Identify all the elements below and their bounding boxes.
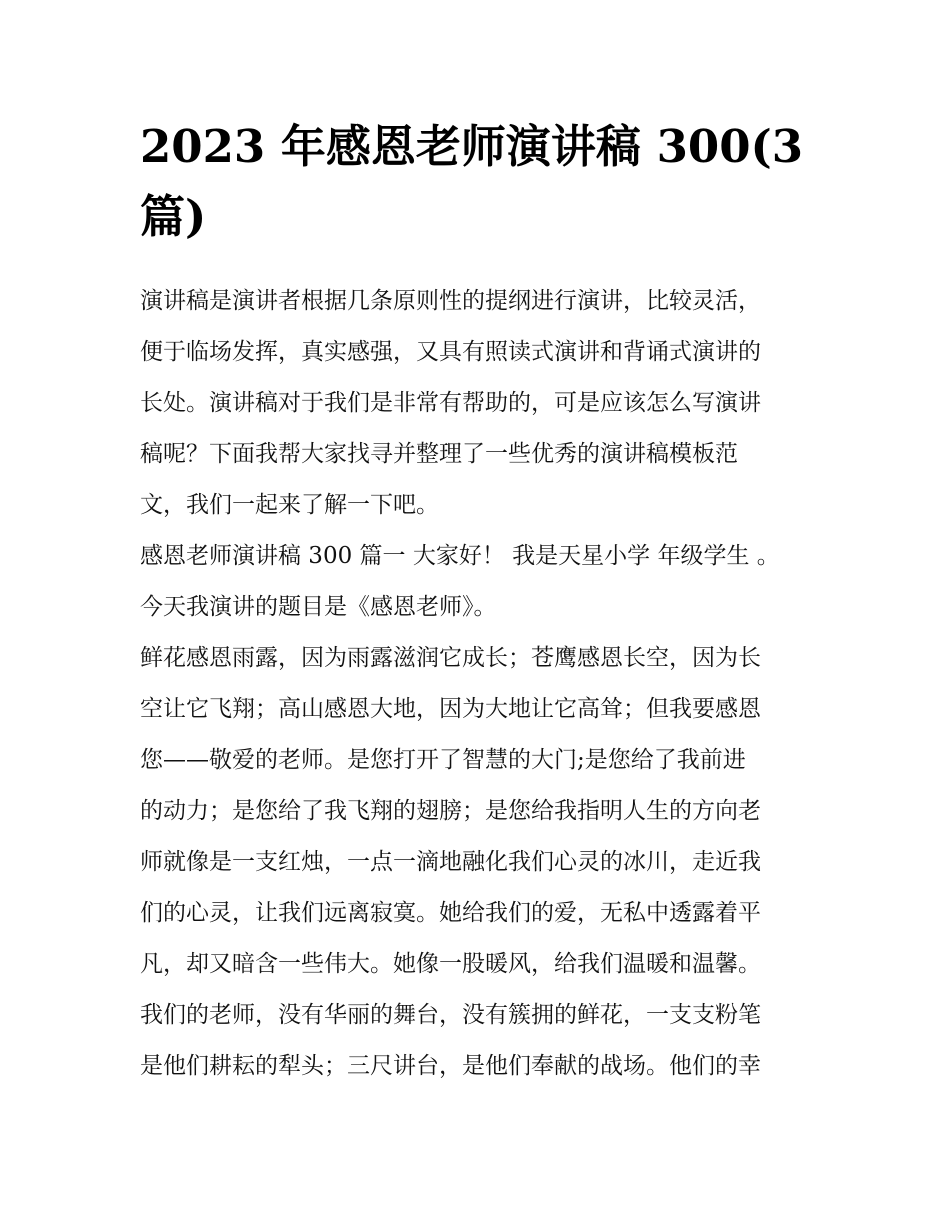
text-line: 文，我们一起来了解一下吧。 xyxy=(140,492,439,518)
text-line: 您——敬爱的老师。是您打开了智慧的大门;是您给了我前进 xyxy=(140,747,746,773)
text-line: 演讲稿是演讲者根据几条原则性的提纲进行演讲，比较灵活， xyxy=(140,288,761,314)
paragraph-greeting xyxy=(140,531,820,633)
text-line: 凡，却又暗含一些伟大。她像一股暖风，给我们温暖和温馨。 xyxy=(140,951,761,977)
text-line: 的动力；是您给了我飞翔的翅膀；是您给我指明人生的方向老 xyxy=(140,798,761,824)
title-line: 篇) xyxy=(140,190,207,243)
text-line: 长处。演讲稿对于我们是非常有帮助的，可是应该怎么写演讲 xyxy=(140,390,761,416)
text-line: 空让它飞翔；高山感恩大地，因为大地让它高耸；但我要感恩 xyxy=(140,696,761,722)
document-title xyxy=(140,112,820,252)
text-line: 我们的老师，没有华丽的舞台，没有簇拥的鲜花，一支支粉笔 xyxy=(140,1002,761,1028)
text-line: 稿呢？下面我帮大家找寻并整理了一些优秀的演讲稿模板范 xyxy=(140,441,738,467)
text-line: 们的心灵，让我们远离寂寞。她给我们的爱，无私中透露着平 xyxy=(140,900,761,926)
text-line: 今天我演讲的题目是《感恩老师》。 xyxy=(140,594,497,620)
document-body xyxy=(140,276,820,1092)
text-line: 师就像是一支红烛，一点一滴地融化我们心灵的冰川，走近我 xyxy=(140,849,761,875)
text-line: 是他们耕耘的犁头；三尺讲台，是他们奉献的战场。他们的幸 xyxy=(140,1053,761,1079)
text-line: 鲜花感恩雨露，因为雨露滋润它成长；苍鹰感恩长空，因为长 xyxy=(140,645,761,671)
text-line: 便于临场发挥，真实感强，又具有照读式演讲和背诵式演讲的 xyxy=(140,339,761,365)
paragraph-speech xyxy=(140,633,820,1092)
text-line: 感恩老师演讲稿 300 篇一 大家好！ 我是天星小学 年级学生 。 xyxy=(140,543,780,569)
paragraph-intro xyxy=(140,276,820,531)
title-line: 2023 年感恩老师演讲稿 300(3 xyxy=(140,120,804,173)
